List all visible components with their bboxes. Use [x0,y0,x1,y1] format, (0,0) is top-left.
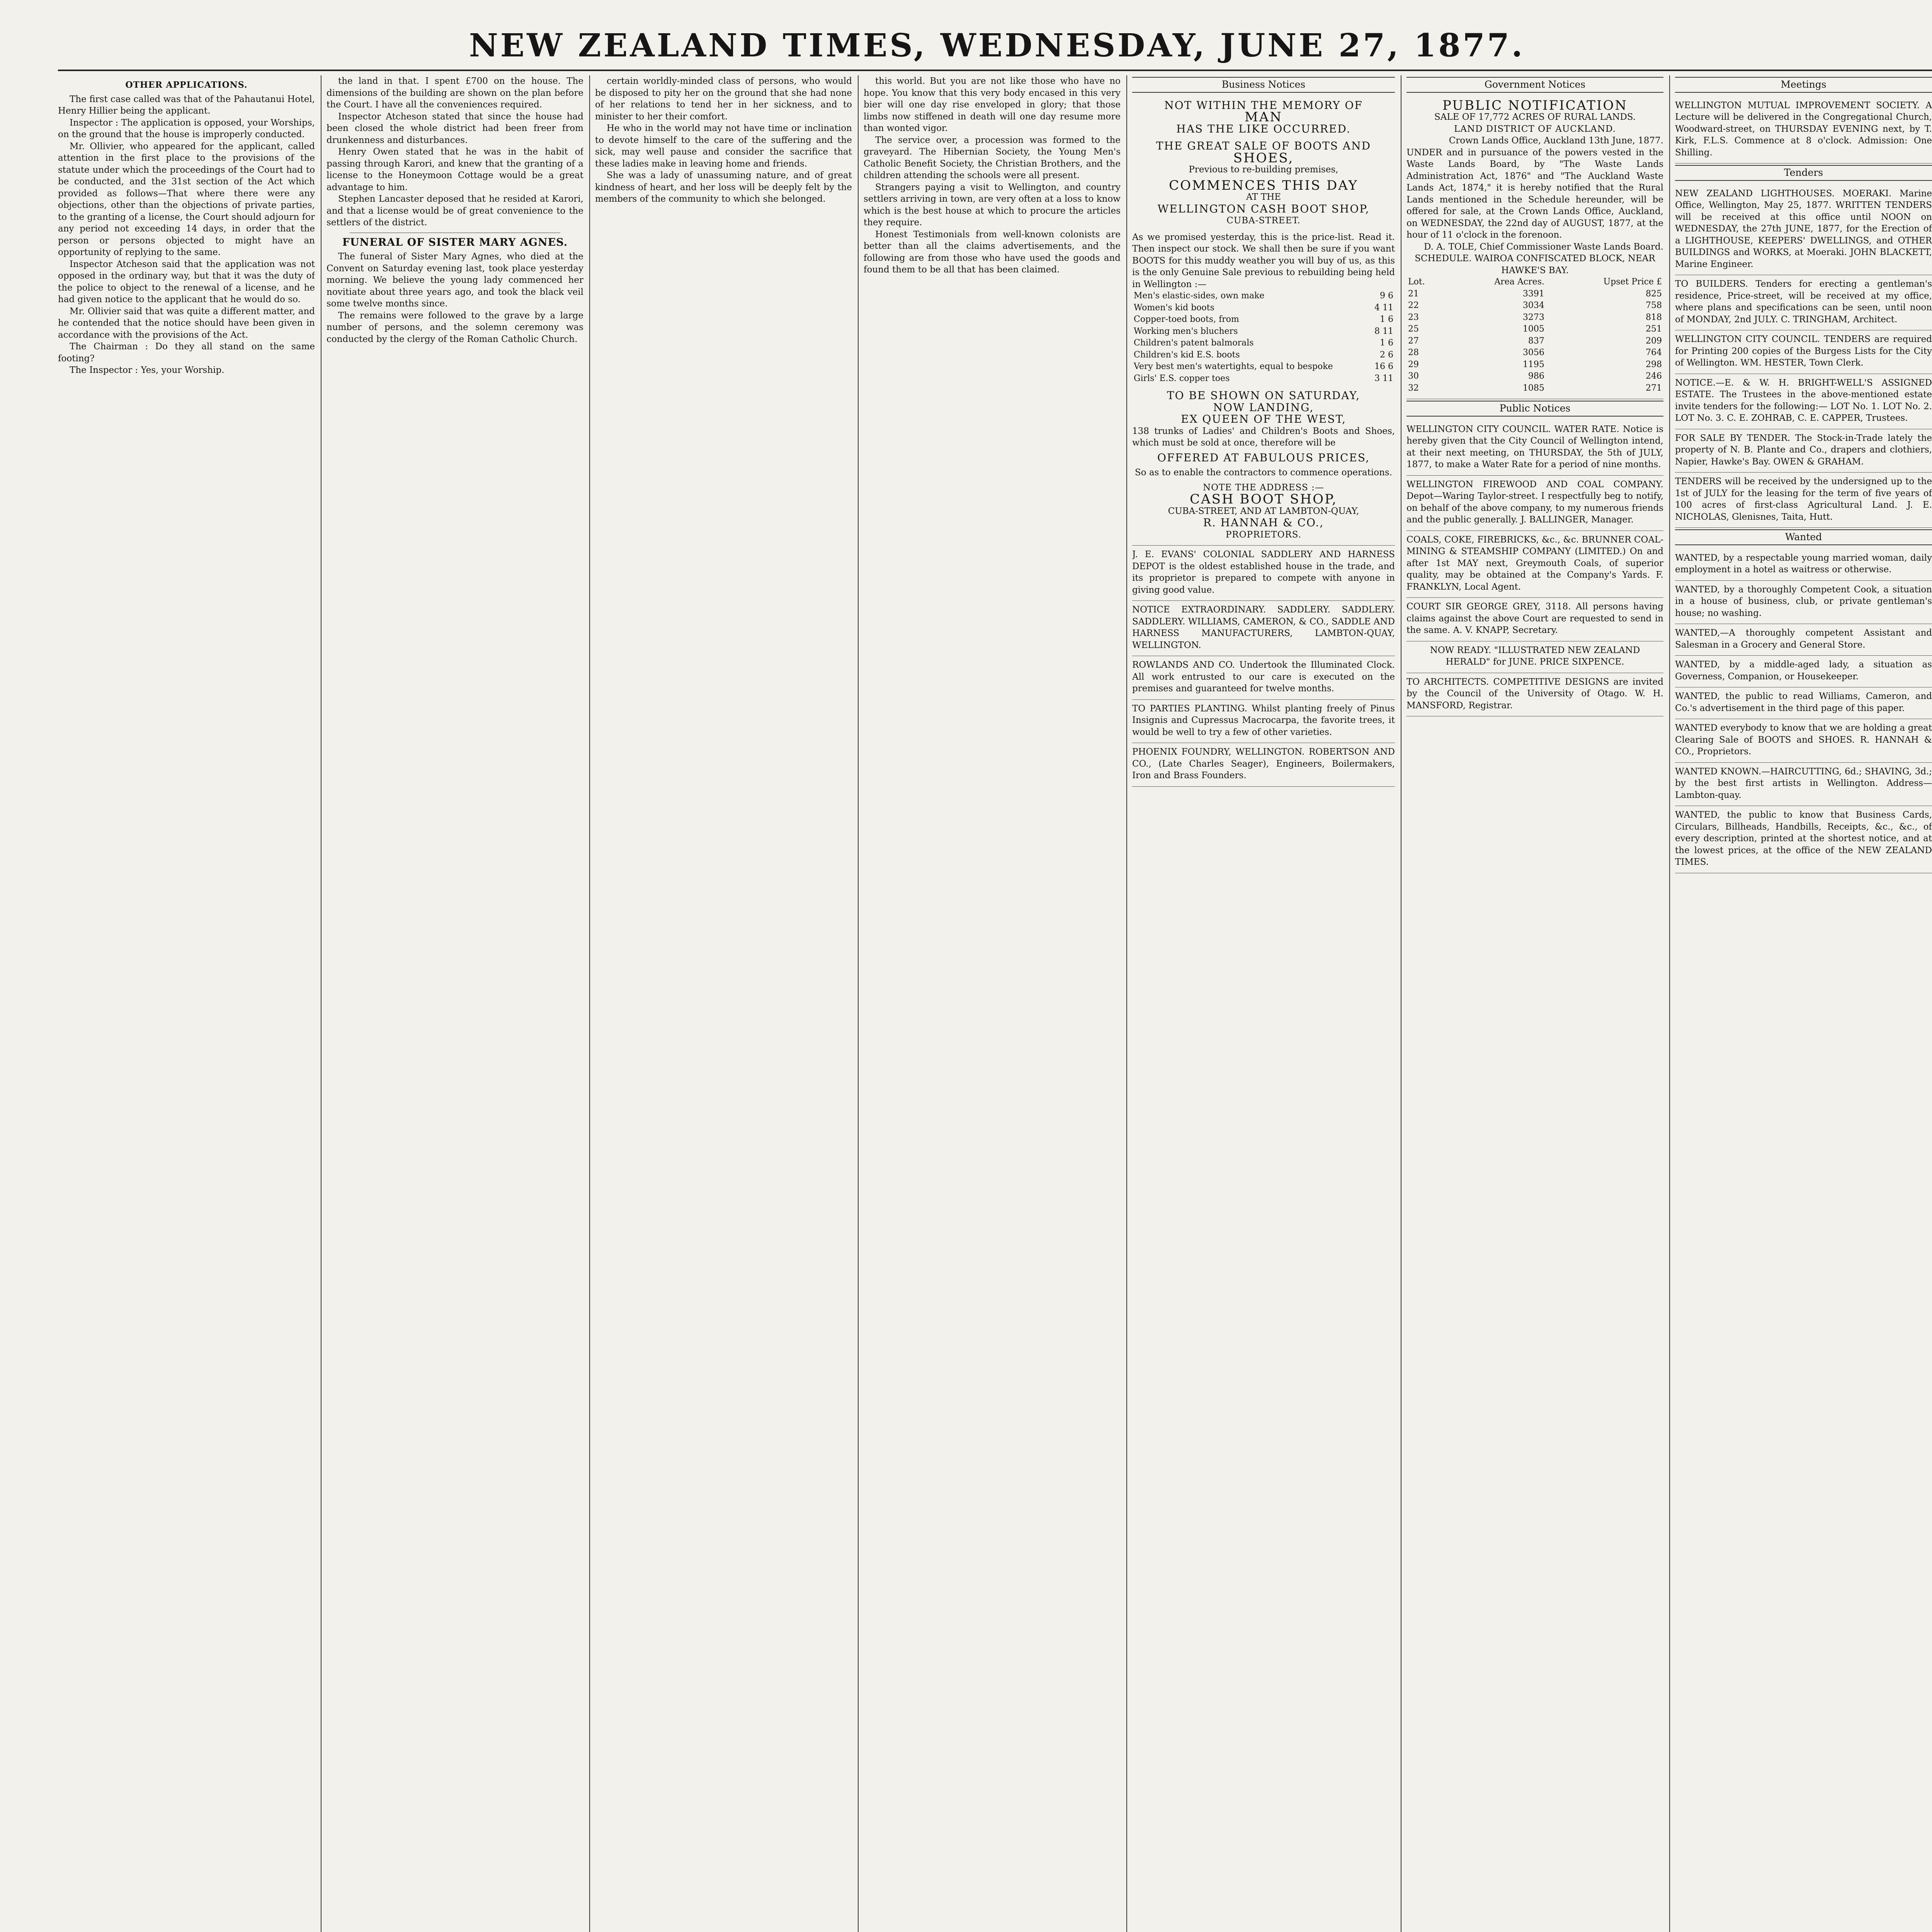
advertisement: NOTICE EXTRAORDINARY. SADDLERY. SADDLERY. SADDLERY. WILLIAMS, CAMERON, & CO., SADDLE AND HARNESS MANUFACTURERS, LAMBTON-QUAY, WELLINGTON. [1132,601,1395,656]
paragraph: certain worldly-minded class of persons, who would be disposed to pity her on the ground that she had none of her relations to tend her in her sickness, and to minister to her their comfort. [595,76,852,122]
advertisement: ROWLANDS AND CO. Undertook the Illuminated Clock. All work entrusted to our care is executed on the premises and guaranteed for twelve months. [1132,656,1395,700]
lot-row: 30 986 246 [1408,371,1662,381]
paragraph: Inspector Atcheson said that the application was not opposed in the ordinary way, but that it was the duty of the police to object to the renewal of a license, and he had given notice to the applicant that he would do so. [58,259,315,304]
funeral-heading: FUNERAL OF SISTER MARY AGNES. [342,236,568,248]
meeting-notice: WELLINGTON MUTUAL IMPROVEMENT SOCIETY. A Lecture will be delivered in the Congregational Church, Woodward-street, on THURSDAY EVENING next, by T. Kirk, F.L.S. Commence at 8 o'clock. Admission: One Shilling. [1675,97,1932,164]
price-row: Children's patent balmorals 1 6 [1134,338,1393,348]
paragraph: Honest Testimonials from well-known colonists are better than all the claims advertisements, and the following are from those who have used the goods and found them to be all that has been claimed. [864,229,1121,275]
paragraph: She was a lady of unassuming nature, and of great kindness of heart, and her loss will be deeply felt by the members of the community to which she belonged. [595,170,852,204]
lot-row: 29 1195 298 [1408,359,1662,369]
price-row: Girls' E.S. copper toes 3 11 [1134,373,1393,383]
price-row: Very best men's watertights, equal to bespoke 16 6 [1134,362,1393,371]
wanted-ad: WANTED, by a middle-aged lady, a situation as Governess, Companion, or Housekeeper. [1675,656,1932,687]
public-notice: TO ARCHITECTS. COMPETITIVE DESIGNS are invited by the Council of the University of Otago. W. H. MANSFORD, Registrar. [1406,673,1663,717]
paragraph: the land in that. I spent £700 on the house. The dimensions of the building are shown on the plan before the Court. I have all the conveniences required. [327,76,583,110]
advertisement: PHOENIX FOUNDRY, WELLINGTON. ROBERTSON AND CO., (Late Charles Seager), Engineers, Boilermakers, Iron and Brass Founders. [1132,743,1395,787]
section-heading: OTHER APPLICATIONS. [125,80,248,90]
tender-notice: NOTICE.—E. & W. H. BRIGHT-WELL'S ASSIGNED ESTATE. The Trustees in the above-mentioned estate invite tenders for the following:— LOT No. 1. LOT No. 2. LOT No. 3. C. E. ZOHRAB, C. E. CAPPER, Trustees. [1675,374,1932,429]
cash-boot-shop-ad: NOT WITHIN THE MEMORY OF MAN HAS THE LIKE OCCURRED. THE GREAT SALE OF BOOTS AND SHOES, Previous to re-building premises, COMMENCES THIS DAY AT THE WELLINGTON CASH BOOT SHOP, CUBA-STREET. As we promised yesterday, this is the price-list. Read it. Then inspect our stock. We shall then be sure if you want BOOTS for this muddy weather you will buy of us, as this is the only Genuine Sale previous to rebuilding being held in Wellington :— Men's elastic-sides, own make 9 6 Women's kid boots 4 11 Copper-toed boots, from 1 6 Working men's bluchers 8 11 Children's patent balmorals 1 6 Children's kid E.S. boots 2 6 Very best men's watertights, equal to bespoke 16 6 Girls' E.S. copper toes 3 11 TO BE SHOWN ON SATURDAY, NOW LANDING, EX QUEEN OF THE WEST, 138 trunks of Ladies' and Children's Boots and Shoes, which must be sold at once, therefore will be OFFERED AT FABULOUS PRICES, So as to enable the contractors to commence operations. NOTE THE ADDRESS :— CASH BOOT SHOP, CUBA-STREET, AND AT LAMBTON-QUAY, R. HANNAH & CO., PROPRIETORS. [1132,97,1395,546]
paragraph: The first case called was that of the Pahautanui Hotel, Henry Hillier being the applicant. [58,94,315,116]
paragraph: The service over, a procession was formed to the graveyard. The Hibernian Society, the Young Men's Catholic Benefit Society, the Christian Brothers, and the children attending the schools were all present. [864,135,1121,180]
masthead [58,15,1932,71]
paragraph: Stephen Lancaster deposed that he resided at Karori, and that a license would be of great convenience to the settlers of the district. [327,194,583,228]
lot-row: 28 3056 764 [1408,348,1662,357]
lot-row: 22 3034 758 [1408,301,1662,310]
public-notice: COALS, COKE, FIREBRICKS, &c., &c. BRUNNER COAL-MINING & STEAMSHIP COMPANY (LIMITED.) On and after 1st MAY next, Greymouth Coals, of superior quality, may be obtained at the Company's Yards. F. FRANKLYN, Local Agent. [1406,531,1663,598]
wanted-ad: WANTED,—A thoroughly competent Assistant and Salesman in a Grocery and General Store. [1675,624,1932,656]
section-heading-business: Business Notices [1132,77,1395,93]
paragraph: He who in the world may not have time or inclination to devote himself to the care of the suffering and the sick, may well pause and consider the sacrifice that these ladies make in leaving home and friends. [595,123,852,169]
section-heading-meetings: Meetings [1675,77,1932,93]
advertisement: J. E. EVANS' COLONIAL SADDLERY AND HARNESS DEPOT is the oldest established house in the trade, and its proprietor is prepared to compete with anyone in giving good value. [1132,546,1395,601]
tender-notice: WELLINGTON CITY COUNCIL. TENDERS are required for Printing 200 copies of the Burgess Lists for the City of Wellington. WM. HESTER, Town Clerk. [1675,330,1932,374]
paragraph: Inspector Atcheson stated that since the house had been closed the whole district had been freer from drunkenness and disturbances. [327,111,583,145]
section-heading-government: Government Notices [1406,77,1663,93]
lot-row: 21 3391 825 [1408,289,1662,299]
column-5-business-notices [1132,75,1395,1932]
public-notice: COURT SIR GEORGE GREY, 3118. All persons having claims against the above Court are requested to send in the same. A. V. KNAPP, Secretary. [1406,598,1663,641]
wanted-ad: WANTED, the public to read Williams, Cameron, and Co.'s advertisement in the third page of this paper. [1675,687,1932,719]
paragraph: Strangers paying a visit to Wellington, and country settlers arriving in town, are very often at a loss to know which is the best house at which to procure the articles they require. [864,182,1121,228]
paragraph: Mr. Ollivier, who appeared for the applicant, called attention in the first place to the provisions of the statute under which the proceedings of the Court had to be conducted, and the 31st section of the Act which provided as follows—That where there were any objections, other than the objections of private parties, to the granting of a license, the Court should adjourn for any period not exceeding 14 days, in order that the person or persons objected to might have an opportunity of replying to the same. [58,141,315,257]
section-heading-tenders: Tenders [1675,165,1932,181]
tender-notice: FOR SALE BY TENDER. The Stock-in-Trade lately the property of N. B. Plante and Co., drapers and clothiers, Napier, Hawke's Bay. OWEN & GRAHAM. [1675,429,1932,473]
lot-row: 32 1085 271 [1408,383,1662,393]
price-list [1132,290,1395,384]
column-6-government-notices [1406,75,1663,1932]
column-3 [595,75,852,1932]
advertisement: TO PARTIES PLANTING. Whilst planting freely of Pinus Insignis and Cupressus Macrocarpa, the favorite trees, it would be well to try a few of other varieties. [1132,700,1395,743]
price-row: Copper-toed boots, from 1 6 [1134,315,1393,324]
public-notice: WELLINGTON CITY COUNCIL. WATER RATE. Notice is hereby given that the City Council of Wellington intend, at their next meeting, on THURSDAY, the 5th of JULY, 1877, to make a Water Rate for a period of nine months. [1406,420,1663,476]
price-row: Working men's bluchers 8 11 [1134,326,1393,336]
column-7-meetings-tenders-wanted [1675,75,1932,1932]
wanted-ad: WANTED, by a thoroughly Competent Cook, a situation in a house of business, club, or private gentleman's house; no washing. [1675,581,1932,624]
column-4 [864,75,1121,1932]
page-title: NEW ZEALAND TIMES, WEDNESDAY, JUNE 27, 1877. [469,27,1525,64]
public-notice: WELLINGTON FIREWOOD AND COAL COMPANY. Depot—Waring Taylor-street. I respectfully beg to notify, on behalf of the above company, to my numerous friends and the public generally. J. BALLINGER, Manager. [1406,476,1663,531]
paragraph: The remains were followed to the grave by a large number of persons, and the solemn ceremony was conducted by the clergy of the Roman Catholic Church. [327,310,583,344]
price-row: Men's elastic-sides, own make 9 6 [1134,291,1393,301]
lot-row: 23 3273 818 [1408,312,1662,322]
paragraph: this world. But you are not like those who have no hope. You know that this very body encased in this very bier will one day rise enveloped in glory; that those limbs now stiffened in death will one day resume more than wonted vigor. [864,76,1121,133]
wanted-ad: WANTED, the public to know that Business Cards, Circulars, Billheads, Handbills, Receipts, &c., &c., of every description, printed at the shortest notice, and at the lowest prices, at the office of the NEW ZEALAND TIMES. [1675,806,1932,873]
lot-row: 27 837 209 [1408,336,1662,346]
wanted-ad: WANTED everybody to know that we are holding a great Clearing Sale of BOOTS and SHOES. R. HANNAH & CO., Proprietors. [1675,719,1932,763]
paragraph: The Inspector : Yes, your Worship. [70,365,224,375]
paragraph: The Chairman : Do they all stand on the same footing? [58,342,315,364]
public-notice: NOW READY. "ILLUSTRATED NEW ZEALAND HERALD" for JUNE. PRICE SIXPENCE. [1406,641,1663,673]
tender-notice: TENDERS will be received by the undersigned up to the 1st of JULY for the leasing for the term of five years of 100 acres of first-class Agricultural Land. J. E. NICHOLAS, Glenisnes, Taita, Hutt. [1675,473,1932,528]
column-2 [327,75,583,1932]
wanted-ad: WANTED KNOWN.—HAIRCUTTING, 6d.; SHAVING, 3d.; by the best first artists in Wellington. Address—Lambton-quay. [1675,763,1932,806]
paragraph: Inspector : The application is opposed, your Worships, on the ground that the house is improperly conducted. [58,117,315,139]
price-row: Children's kid E.S. boots 2 6 [1134,350,1393,360]
lots-table: Lot. Area Acres. Upset Price £ 21 3391 825 22 3034 758 23 3273 818 25 1005 251 27 837 209 28 3056 764 29 1195 298 30 986 246 32 1085 271 [1406,276,1663,394]
paragraph: Mr. Ollivier said that was quite a different matter, and he contended that the notice should have been given in accordance with the provisions of the Act. [58,306,315,340]
paragraph: Henry Owen stated that he was in the habit of passing through Karori, and knew that the granting of a license to the Honeymoon Cottage would be a great advantage to him. [327,147,583,192]
public-notification-ad: PUBLIC NOTIFICATION SALE OF 17,772 ACRES OF RURAL LANDS. LAND DISTRICT OF AUCKLAND. Crown Lands Office, Auckland 13th June, 1877. UNDER and in pursuance of the powers vested in the Waste Lands Board, by "The Waste Lands Administration Act, 1876" and "The Auckland Waste Lands Act, 1874," it is hereby notified that the Rural Lands mentioned in the Schedule hereunder, will be offered for sale, at the Crown Lands Office, Auckland, on WEDNESDAY, the 22nd day of AUGUST, 1877, at the hour of 11 o'clock in the forenoon. D. A. TOLE, Chief Commissioner Waste Lands Board. SCHEDULE. WAIROA CONFISCATED BLOCK, NEAR HAWKE'S BAY. Lot. Area Acres. Upset Price £ 21 3391 825 22 3034 758 23 3273 818 25 1005 251 27 837 209 28 3056 764 29 1195 298 30 986 246 32 1085 271 [1406,97,1663,400]
paragraph: The funeral of Sister Mary Agnes, who died at the Convent on Saturday evening last, took place yesterday morning. We believe the young lady commenced her novitiate about three years ago, and took the black veil some twelve months since. [327,252,583,309]
price-row: Women's kid boots 4 11 [1134,303,1393,313]
wanted-ad: WANTED, by a respectable young married woman, daily employment in a hotel as waitress or otherwise. [1675,549,1932,581]
section-heading-wanted: Wanted [1675,529,1932,545]
column-1 [58,75,315,1932]
section-heading-public: Public Notices [1406,401,1663,417]
tender-notice: NEW ZEALAND LIGHTHOUSES. MOERAKI. Marine Office, Wellington, May 25, 1877. WRITTEN TENDERS will be received at this office until NOON on WEDNESDAY, the 27th JUNE, 1877, for the Erection of a LIGHTHOUSE, KEEPERS' DWELLINGS, and OTHER BUILDINGS and WORKS, at Moeraki. JOHN BLACKETT, Marine Engineer. [1675,185,1932,276]
tender-notice: TO BUILDERS. Tenders for erecting a gentleman's residence, Price-street, will be received at my office, where plans and specifications can be seen, until noon of MONDAY, 2nd JULY. C. TRINGHAM, Architect. [1675,275,1932,330]
lot-row: 25 1005 251 [1408,324,1662,334]
